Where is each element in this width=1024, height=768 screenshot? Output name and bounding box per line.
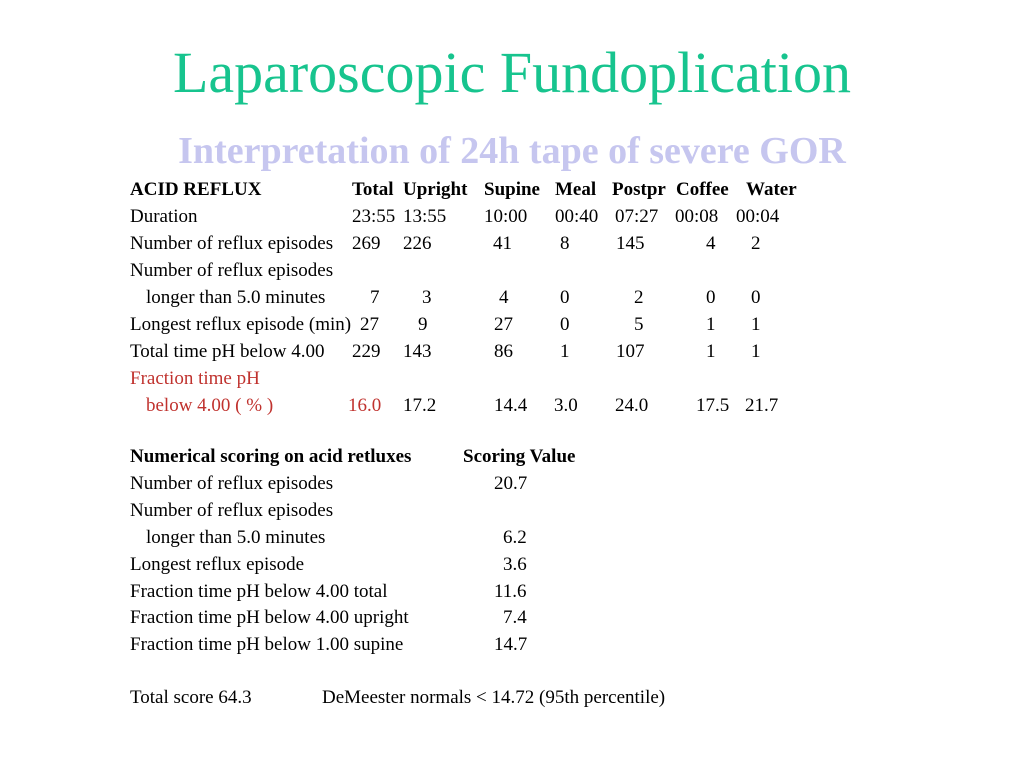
scoring-label: Fraction time pH below 4.00 total — [130, 581, 388, 602]
cell-meal: 3.0 — [554, 395, 578, 416]
cell-coffee: 17.5 — [696, 395, 730, 416]
cell-upright: 13:55 — [403, 206, 447, 227]
cell-postpr: 2 — [634, 287, 644, 308]
row-label: Total time pH below 4.00 — [130, 341, 325, 362]
acid-reflux-label: ACID REFLUX — [130, 179, 262, 200]
cell-upright: 226 — [403, 233, 432, 254]
cell-total: 269 — [352, 233, 381, 254]
column-upright: Upright — [403, 179, 468, 200]
scoring-label: Fraction time pH below 4.00 upright — [130, 607, 409, 628]
cell-supine: 86 — [494, 341, 513, 362]
cell-meal: 8 — [560, 233, 570, 254]
column-supine: Supine — [484, 179, 540, 200]
cell-meal: 1 — [560, 341, 570, 362]
cell-total: 27 — [360, 314, 379, 335]
row-label: Longest reflux episode (min) — [130, 314, 352, 335]
cell-postpr: 145 — [616, 233, 645, 254]
row-label: Duration — [130, 206, 198, 227]
cell-coffee: 1 — [706, 341, 716, 362]
cell-water: 1 — [751, 314, 761, 335]
cell-postpr: 24.0 — [615, 395, 649, 416]
cell-water: 2 — [751, 233, 761, 254]
column-postpr: Postpr — [612, 179, 666, 200]
cell-supine: 14.4 — [494, 395, 528, 416]
scoring-value: 7.4 — [503, 607, 527, 628]
cell-coffee: 1 — [706, 314, 716, 335]
cell-total: 229 — [352, 341, 381, 362]
scoring-label: Number of reflux episodes — [130, 500, 334, 521]
cell-postpr: 5 — [634, 314, 644, 335]
scoring-label: Longest reflux episode — [130, 554, 305, 575]
cell-supine: 41 — [493, 233, 512, 254]
scoring-header-label: Numerical scoring on acid retluxes — [130, 446, 412, 467]
scoring-label-continued: longer than 5.0 minutes — [146, 527, 326, 548]
cell-total: 16.0 — [348, 395, 382, 416]
cell-upright: 9 — [418, 314, 428, 335]
cell-water: 00:04 — [736, 206, 780, 227]
cell-coffee: 0 — [706, 287, 716, 308]
scoring-header-value: Scoring Value — [463, 446, 576, 467]
row-label-continued: longer than 5.0 minutes — [146, 287, 326, 308]
scoring-value: 14.7 — [494, 634, 528, 655]
scoring-value: 3.6 — [503, 554, 527, 575]
cell-supine: 4 — [499, 287, 509, 308]
column-coffee: Coffee — [676, 179, 729, 200]
row-label: Fraction time pH — [130, 368, 260, 389]
column-total: Total — [352, 179, 394, 200]
cell-water: 21.7 — [745, 395, 779, 416]
column-water: Water — [746, 179, 797, 200]
row-label: Number of reflux episodes — [130, 260, 334, 281]
scoring-value: 6.2 — [503, 527, 527, 548]
cell-coffee: 4 — [706, 233, 716, 254]
scoring-label: Number of reflux episodes — [130, 473, 334, 494]
cell-water: 1 — [751, 341, 761, 362]
row-label: Number of reflux episodes — [130, 233, 334, 254]
cell-meal: 0 — [560, 287, 570, 308]
slide-title: Laparoscopic Fundoplication — [172, 40, 852, 105]
cell-upright: 143 — [403, 341, 432, 362]
cell-total: 7 — [370, 287, 380, 308]
cell-supine: 10:00 — [484, 206, 528, 227]
scoring-value: 20.7 — [494, 473, 528, 494]
slide-subtitle: Interpretation of 24h tape of severe GOR — [178, 130, 846, 172]
row-label-continued: below 4.00 ( % ) — [146, 395, 274, 416]
cell-coffee: 00:08 — [675, 206, 719, 227]
cell-water: 0 — [751, 287, 761, 308]
cell-meal: 00:40 — [555, 206, 599, 227]
column-meal: Meal — [555, 179, 597, 200]
cell-total: 23:55 — [352, 206, 396, 227]
demeester-normals: DeMeester normals < 14.72 (95th percentile) — [322, 687, 666, 708]
cell-postpr: 107 — [616, 341, 645, 362]
cell-supine: 27 — [494, 314, 513, 335]
cell-meal: 0 — [560, 314, 570, 335]
cell-postpr: 07:27 — [615, 206, 659, 227]
cell-upright: 17.2 — [403, 395, 437, 416]
scoring-value: 11.6 — [494, 581, 527, 602]
cell-upright: 3 — [422, 287, 432, 308]
scoring-label: Fraction time pH below 1.00 supine — [130, 634, 404, 655]
total-score: Total score 64.3 — [130, 687, 252, 708]
